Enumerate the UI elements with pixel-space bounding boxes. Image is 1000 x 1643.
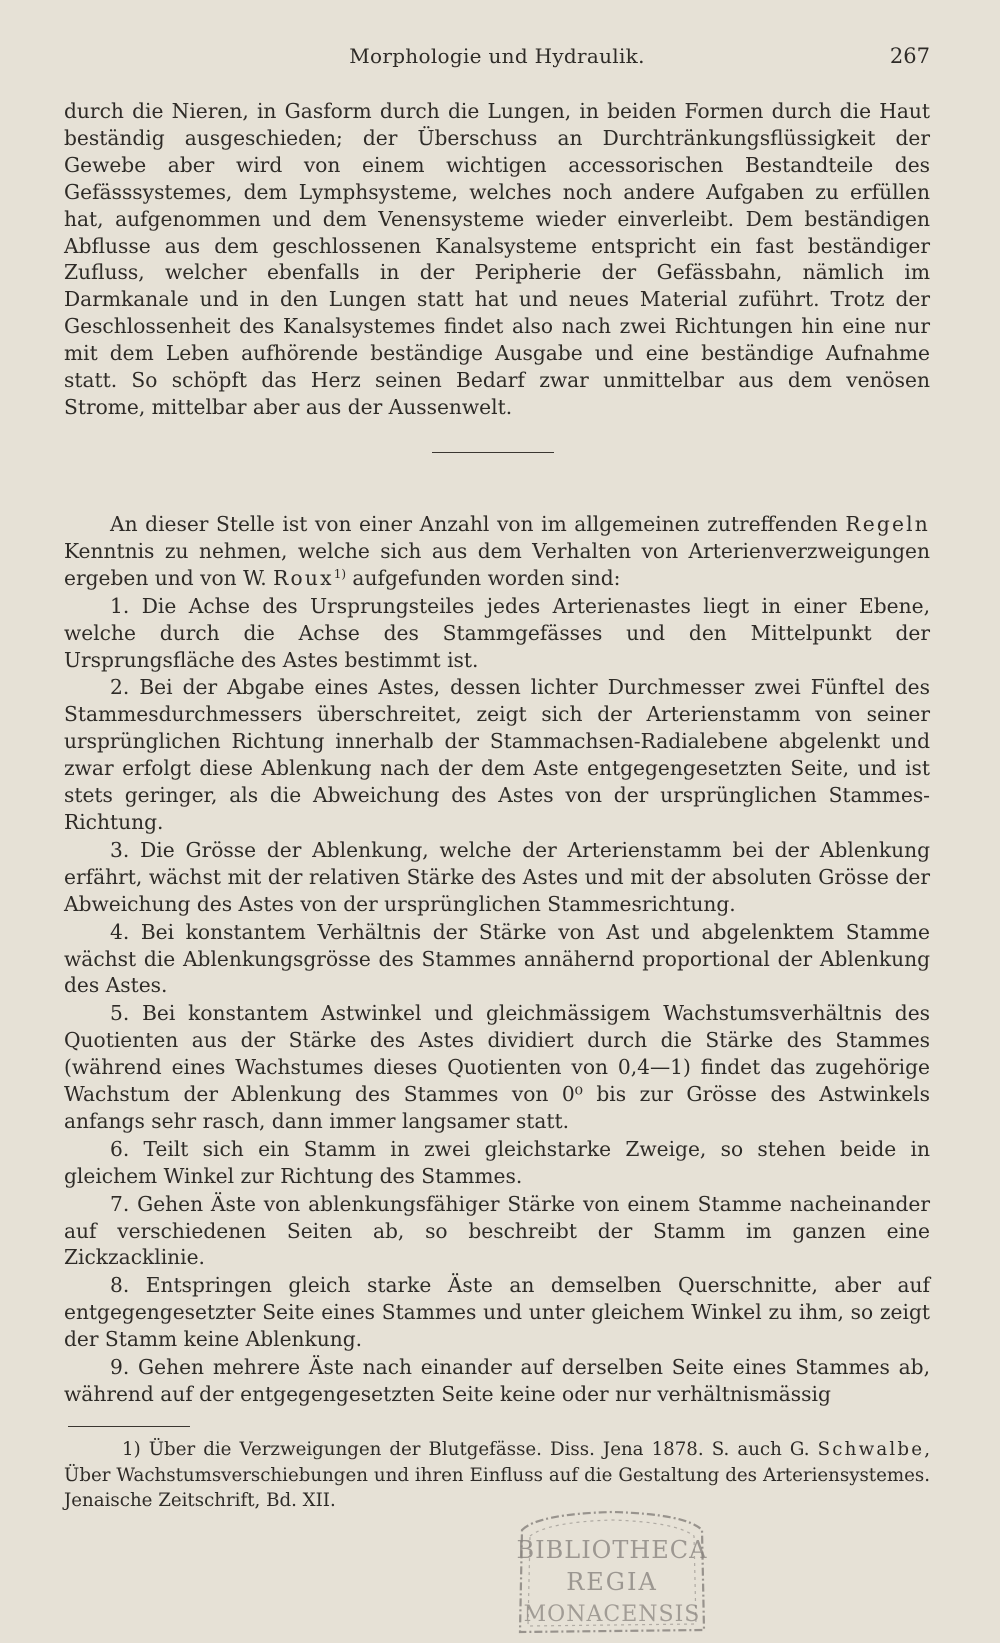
stamp-line-3: MONACENSIS xyxy=(523,1602,701,1627)
rule-item-6: 6. Teilt sich ein Stamm in zwei gleichstarke Zweige, so stehen beide in gleichem Winkel zur Richtung des Stammes. xyxy=(64,1136,930,1188)
rule-item-8: 8. Entspringen gleich starke Äste an demselben Querschnitte, aber auf entgegengesetzter Seite eines Stammes und unter gleichem Winkel zu ihm, so zeigt der Stamm keine Ablenkung. xyxy=(64,1273,930,1352)
footnote-reference: 1) xyxy=(333,566,347,581)
intro-text-before: An dieser Stelle ist von einer Anzahl von im allgemeinen zutreffenden xyxy=(110,512,846,536)
rule-item-2: 2. Bei der Abgabe eines Astes, dessen lichter Durchmesser zwei Fünftel des Stammesdurchmessers überschreitet, zeigt sich der Arterienstamm von seiner ursprünglichen Richtung innerhalb der Stammachsen-Radialebene abgelenkt und zwar erfolgt diese Ablenkung nach der dem Aste entgegengesetzten Seite, und ist stets geringer, als die Abweichung des Astes von der ursprünglichen Stammes-Richtung. xyxy=(64,675,930,834)
body-text-top xyxy=(64,98,930,421)
rule-item-9: 9. Gehen mehrere Äste nach einander auf derselben Seite eines Stammes ab, während auf der entgegengesetzten Seite keine oder nur verhältnismässig xyxy=(64,1355,930,1406)
footnote-text xyxy=(64,1437,930,1514)
stamp-line-2: REGIA xyxy=(566,1568,658,1596)
author-schwalbe: Schwalbe xyxy=(817,1439,925,1460)
footnote xyxy=(64,1437,930,1514)
intro-text-after: aufgefunden worden sind: xyxy=(346,565,621,590)
footnote-separator xyxy=(68,1426,190,1427)
library-stamp xyxy=(508,1508,716,1636)
rule-item-1: 1. Die Achse des Ursprungsteiles jedes Arterienastes liegt in einer Ebene, welche durch die Achse des Stammgefässes und den Mittelpunkt der Ursprungsfläche des Astes bestimmt ist. xyxy=(64,593,930,672)
rule-item-4: 4. Bei konstantem Verhältnis der Stärke von Ast und abgelenktem Stamme wächst die Ablenkungsgrösse des Stammes annähernd proportional der Ablenkung des Astes. xyxy=(64,919,930,998)
rule-item-5: 5. Bei konstantem Astwinkel und gleichmässigem Wachstumsverhältnis des Quotienten aus der Stärke des Astes dividiert durch die Stärke des Stammes (während eines Wachstumes dieses Quotienten von 0,4—1) findet das zugehörige Wachstum der Ablenkung des Stammes von 0⁰ bis zur Grösse des Astwinkels anfangs sehr rasch, dann immer langsamer statt. xyxy=(64,1001,930,1133)
term-regeln: Regeln xyxy=(845,512,930,536)
rule-item-7: 7. Gehen Äste von ablenkungsfähiger Stärke von einem Stamme nacheinander auf verschiedenen Seiten ab, so beschreibt der Stamm im ganzen eine Zickzacklinie. xyxy=(64,1191,930,1270)
page-number: 267 xyxy=(889,44,930,68)
author-roux: Roux xyxy=(273,565,334,590)
rules-section xyxy=(64,511,930,1408)
intro-paragraph xyxy=(64,511,930,592)
footnote-text-before: Über die Verzweigungen der Blutgefässe. Diss. Jena 1878. S. auch G. xyxy=(140,1439,818,1460)
intro-text-middle: Kenntnis zu nehmen, welche sich aus dem Verhalten von Arterienverzweigungen ergeben und von W. xyxy=(64,538,930,590)
section-divider xyxy=(432,452,554,453)
page-header xyxy=(64,44,930,74)
stamp-line-1: BIBLIOTHECA xyxy=(516,1536,708,1564)
rule-item-3: 3. Die Grösse der Ablenkung, welche der Arterienstamm bei der Ablenkung erfährt, wächst mit der relativen Stärke des Astes und mit der absoluten Grösse der Abweichung des Astes von der ursprünglichen Stammesrichtung. xyxy=(64,837,930,916)
paragraph-continued: durch die Nieren, in Gasform durch die Lungen, in beiden Formen durch die Haut beständig ausgeschieden; der Überschuss an Durchtränkungsflüssigkeit der Gewebe aber wird von einem wichtigen accessorischen Bestandteile des Gefässsystemes, dem Lymphsysteme, welches noch andere Aufgaben zu erfüllen hat, aufgenommen und dem Venensysteme wieder einverleibt. Dem beständigen Abflusse aus dem geschlossenen Kanalsysteme entspricht ein fast beständiger Zufluss, welcher ebenfalls in der Peripherie der Gefässbahn, nämlich im Darmkanale und in den Lungen statt hat und neues Material zuführt. Trotz der Geschlossenheit des Kanalsystemes findet also nach zwei Richtungen hin eine nur mit dem Leben aufhörende beständige Ausgabe und eine beständige Aufnahme statt. So schöpft das Herz seinen Bedarf zwar unmittelbar aus dem venösen Strome, mittelbar aber aus der Aussenwelt. xyxy=(64,99,930,419)
running-head: Morphologie und Hydraulik. xyxy=(349,44,645,68)
footnote-mark: 1) xyxy=(122,1439,141,1460)
footnote-text-after: , Über Wachstumsverschiebungen und ihren Einfluss auf die Gestaltung des Arteriensystemes. Jenaische Zeitschrift, Bd. XII. xyxy=(64,1439,930,1511)
